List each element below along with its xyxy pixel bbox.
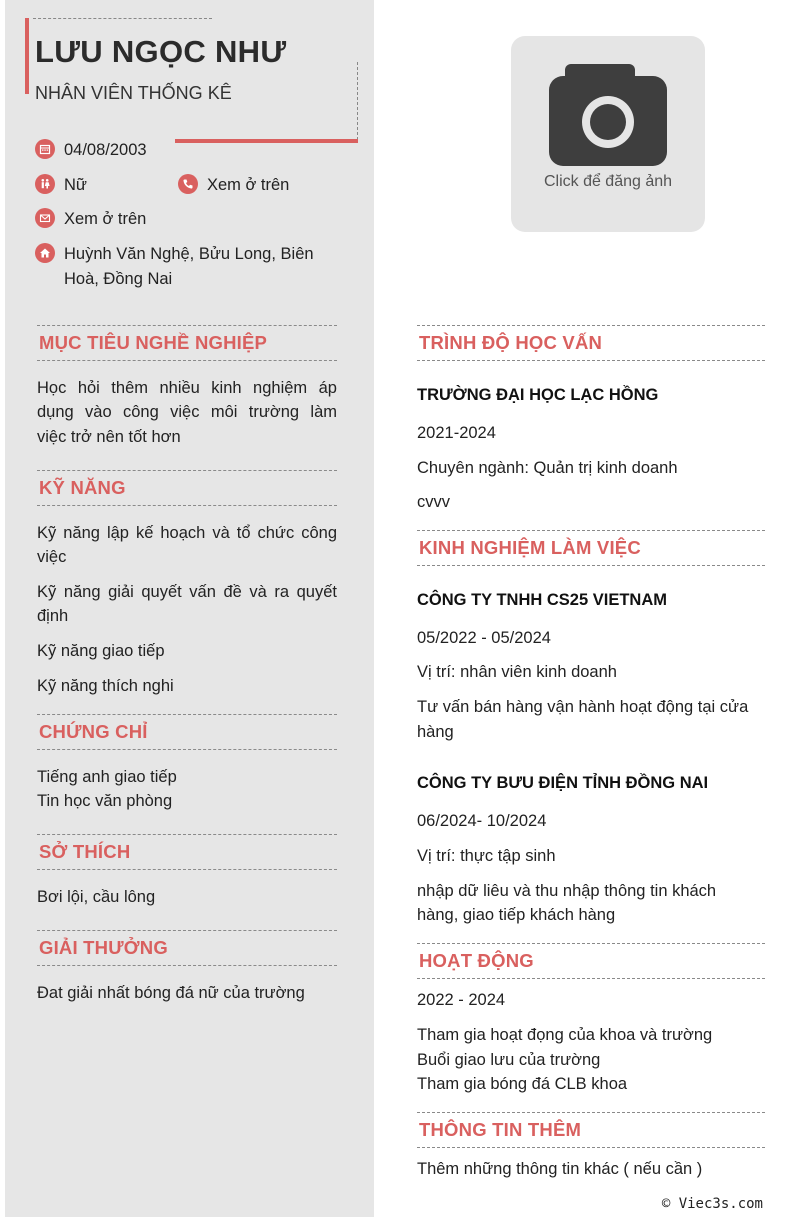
activity-3: Tham gia bóng đá CLB khoa [417,1075,628,1093]
certificates-heading: CHỨNG CHỈ [37,714,337,750]
skill-2-line-1: Kỹ năng giải quyết vấn đề và ra quyết [37,583,337,601]
extra-info-line: Thêm những thông tin khác ( nếu cần ) [417,1160,703,1178]
objective-line-1: Học hỏi thêm nhiều kinh nghiệm áp [37,379,337,397]
home-icon [35,243,55,263]
skill-3: Kỹ năng giao tiếp [37,642,165,660]
camera-icon [549,64,667,168]
skills-heading: KỸ NĂNG [37,470,337,506]
certificate-2: Tin học văn phòng [37,792,173,810]
phone-icon [178,174,198,194]
email-row [35,210,146,232]
skill-2-line-2: định [37,607,69,625]
activity-1: Tham gia hoạt đọng của khoa và trường [417,1026,713,1044]
email-value: Xem ở trên [64,210,147,228]
full-name: LƯU NGỌC NHƯ [35,34,287,69]
education-heading: TRÌNH ĐỘ HỌC VẤN [417,325,765,361]
phone-row [178,176,289,198]
photo-upload-placeholder[interactable] [511,36,705,232]
education-period: 2021-2024 [417,424,496,442]
objective-line-2: dụng vào công việc môi trường làm [37,403,337,421]
education-major: Chuyên ngành: Quản trị kinh doanh [417,459,678,477]
address-value [64,242,314,292]
job-2-company: CÔNG TY BƯU ĐIỆN TỈNH ĐỒNG NAI [417,774,709,792]
skill-1-line-1: Kỹ năng lập kế hoạch và tổ chức công [37,524,337,542]
job-2-position: Vị trí: thực tập sinh [417,847,556,865]
envelope-icon [35,208,55,228]
gender-row [35,176,87,198]
gender-icon [35,174,55,194]
photo-caption: Click để đăng ảnh [543,173,673,190]
job-1-period: 05/2022 - 05/2024 [417,629,551,647]
copyright-footer: © Viec3s.com [661,1196,763,1212]
job-2-desc-line-2: hàng, giao tiếp khách hàng [417,906,616,924]
address-line-1: Huỳnh Văn Nghệ, Bửu Long, Biên [64,245,314,263]
objective-heading: MỤC TIÊU NGHỀ NGHIỆP [37,325,337,361]
job-title: NHÂN VIÊN THỐNG KÊ [35,83,232,103]
job-2-period: 06/2024- 10/2024 [417,812,547,830]
address-row [35,245,314,292]
name-dashed-right-border [357,62,358,140]
activities-heading: HOẠT ĐỘNG [417,943,765,979]
certificate-1: Tiếng anh giao tiếp [37,768,177,786]
objective-line-3: việc trở nên tốt hơn [37,428,181,446]
activity-2: Buổi giao lưu của trường [417,1051,601,1069]
hobbies-heading: SỞ THÍCH [37,834,337,870]
hobby-1: Bơi lội, cầu lông [37,888,156,906]
calendar-icon [35,139,55,159]
experience-heading: KINH NGHIỆM LÀM VIỆC [417,530,765,566]
gender-value: Nữ [64,176,87,194]
name-dashed-top-border [33,18,212,19]
award-1: Đat giải nhất bóng đá nữ của trường [37,984,305,1002]
education-note: cvvv [417,493,450,511]
birthday-row [35,141,147,163]
skill-4: Kỹ năng thích nghi [37,677,174,695]
job-1-company: CÔNG TY TNHH CS25 VIETNAM [417,591,667,609]
birthday-value: 04/08/2003 [64,141,147,159]
job-1-desc-line-2: hàng [417,723,454,741]
name-accent-bottom-bar [175,139,358,143]
extra-info-heading: THÔNG TIN THÊM [417,1112,765,1148]
skill-1-line-2: việc [37,548,67,566]
address-line-2: Hoà, Đồng Nai [64,270,173,288]
phone-value: Xem ở trên [207,176,290,194]
activities-period: 2022 - 2024 [417,991,506,1009]
job-1-position: Vị trí: nhân viên kinh doanh [417,663,617,681]
education-school: TRƯỜNG ĐẠI HỌC LẠC HỒNG [417,386,659,404]
job-1-desc-line-1: Tư vấn bán hàng vận hành hoạt động tại cửa [417,698,749,716]
awards-heading: GIẢI THƯỞNG [37,930,337,966]
name-accent-bar [25,18,29,94]
job-2-desc-line-1: nhập dữ liêu và thu nhập thông tin khách [417,882,717,900]
